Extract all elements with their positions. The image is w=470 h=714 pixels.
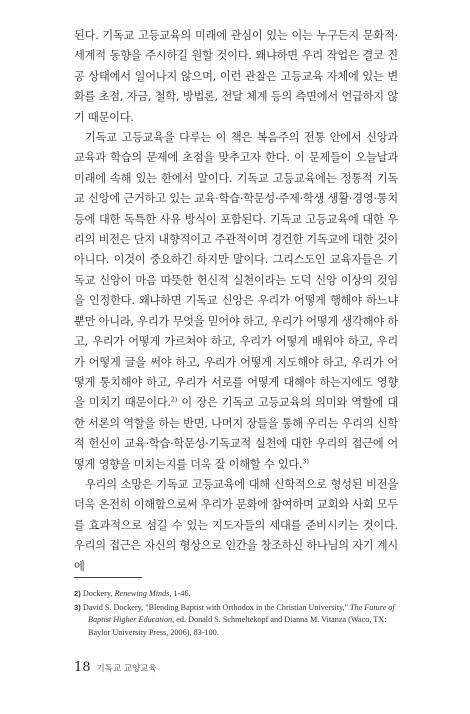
footnote-ref-2[interactable]: 2) xyxy=(170,395,178,404)
footnote-3-post: , ed. Donald S. Schmeltekopf and Dianna M. Vitanza (Waco, TX: Baylor University Press, 2006), 83-100. xyxy=(88,615,387,637)
footnote-2-title: Renewing Minds xyxy=(114,589,170,598)
page-number: 18 xyxy=(74,660,91,675)
footnote-3 xyxy=(74,602,404,639)
paragraph-1 xyxy=(74,26,398,128)
footnote-2-post: , 1-46. xyxy=(169,589,191,598)
paragraph-2-text-continued: 이 장은 기독교 고등교육의 의미와 역할에 대한 서론의 역할을 하는 반면, 나머지 장들을 통해 우리는 우리의 신학적 헌신이 교육·학습·학문성·기독교적 실천에 대한 우리의 접근에 어떻게 영향을 미치는지를 더욱 잘 이해할 수 있다. xyxy=(74,396,398,471)
paragraph-3-text: 우리의 소망은 기독교 고등교육에 대해 신학적으로 형성된 비전을 더욱 온전히 이해함으로써 우리가 문화에 참여하며 교회와 사회 모두를 효과적으로 섬길 수 있는 지도자들의 세대를 준비시키는 것이다. 우리의 접근은 자신의 형상으로 인간을 창조하신 하나님의 자기 계시에 xyxy=(74,477,398,573)
paragraph-2 xyxy=(74,128,398,475)
running-title: 기독교 교양교육 xyxy=(96,664,157,674)
footnote-ref-3[interactable]: 3) xyxy=(302,456,309,465)
footnote-3-number: 3) xyxy=(74,603,81,613)
paragraph-3 xyxy=(74,475,398,577)
footnote-divider xyxy=(74,577,142,578)
footnote-2-number: 2) xyxy=(74,589,81,598)
footnote-3-title: The Future of Baptist Higher Education xyxy=(88,603,395,625)
paragraph-2-text: 기독교 고등교육을 다루는 이 책은 복음주의 전통 안에서 신앙과 교육과 학습의 문제에 초점을 맞추고자 한다. 이 문제들이 오늘날과 미래에 속해 있는 한에서 말이다. 기독교 고등교육에는 정통적 기독교 신앙에 근거하고 있는 교육·학습·학문성·주제·학생 생활·경영·통치 등에 대한 독특한 사유 방식이 포함된다. 기독교 고등교육에 대한 우리의 비전은 단지 내향적이고 주관적이며 경건한 기독교에 대한 것이 아니다. 이것이 중요하긴 하지만 말이다. 그리스도인 교육자들은 기독교 신앙이 마음 따뜻한 헌신적 실천이라는 도덕 신앙 이상의 것임을 인정한다. 왜냐하면 기독교 신앙은 우리가 어떻게 행해야 하느냐 뿐만 아니라, 우리가 무엇을 믿어야 하고, 우리가 어떻게 생각해야 하고, 우리가 어떻게 가르쳐야 하고, 우리가 어떻게 배워야 하고, 우리가 어떻게 글을 써야 하고, 우리가 어떻게 지도해야 하고, 우리가 어떻게 통치해야 하고, 우리가 서로를 어떻게 대해야 하는지에도 영향을 미치기 때문이다. xyxy=(74,131,398,410)
footnote-2-pre: Dockery, xyxy=(80,589,115,598)
footnotes xyxy=(74,588,404,641)
main-text xyxy=(74,26,398,577)
footnote-3-pre: David S. Dockery, "Blending Baptist with Orthodox in the Christian University," xyxy=(80,603,350,613)
paragraph-1-text: 된다. 기독교 고등교육의 미래에 관심이 있는 이는 누구든지 문화적·세계적 동향을 주시하길 원할 것이다. 왜냐하면 우리 작업은 결코 진공 상태에서 일어나지 않으며, 이런 관찰은 고등교육 자체에 있는 변화를 초점, 자금, 철학, 방법론, 전달 체계 등의 측면에서 언급하지 않기 때문이다. xyxy=(74,29,398,124)
footnote-2 xyxy=(74,588,404,600)
page-footer xyxy=(74,660,157,675)
